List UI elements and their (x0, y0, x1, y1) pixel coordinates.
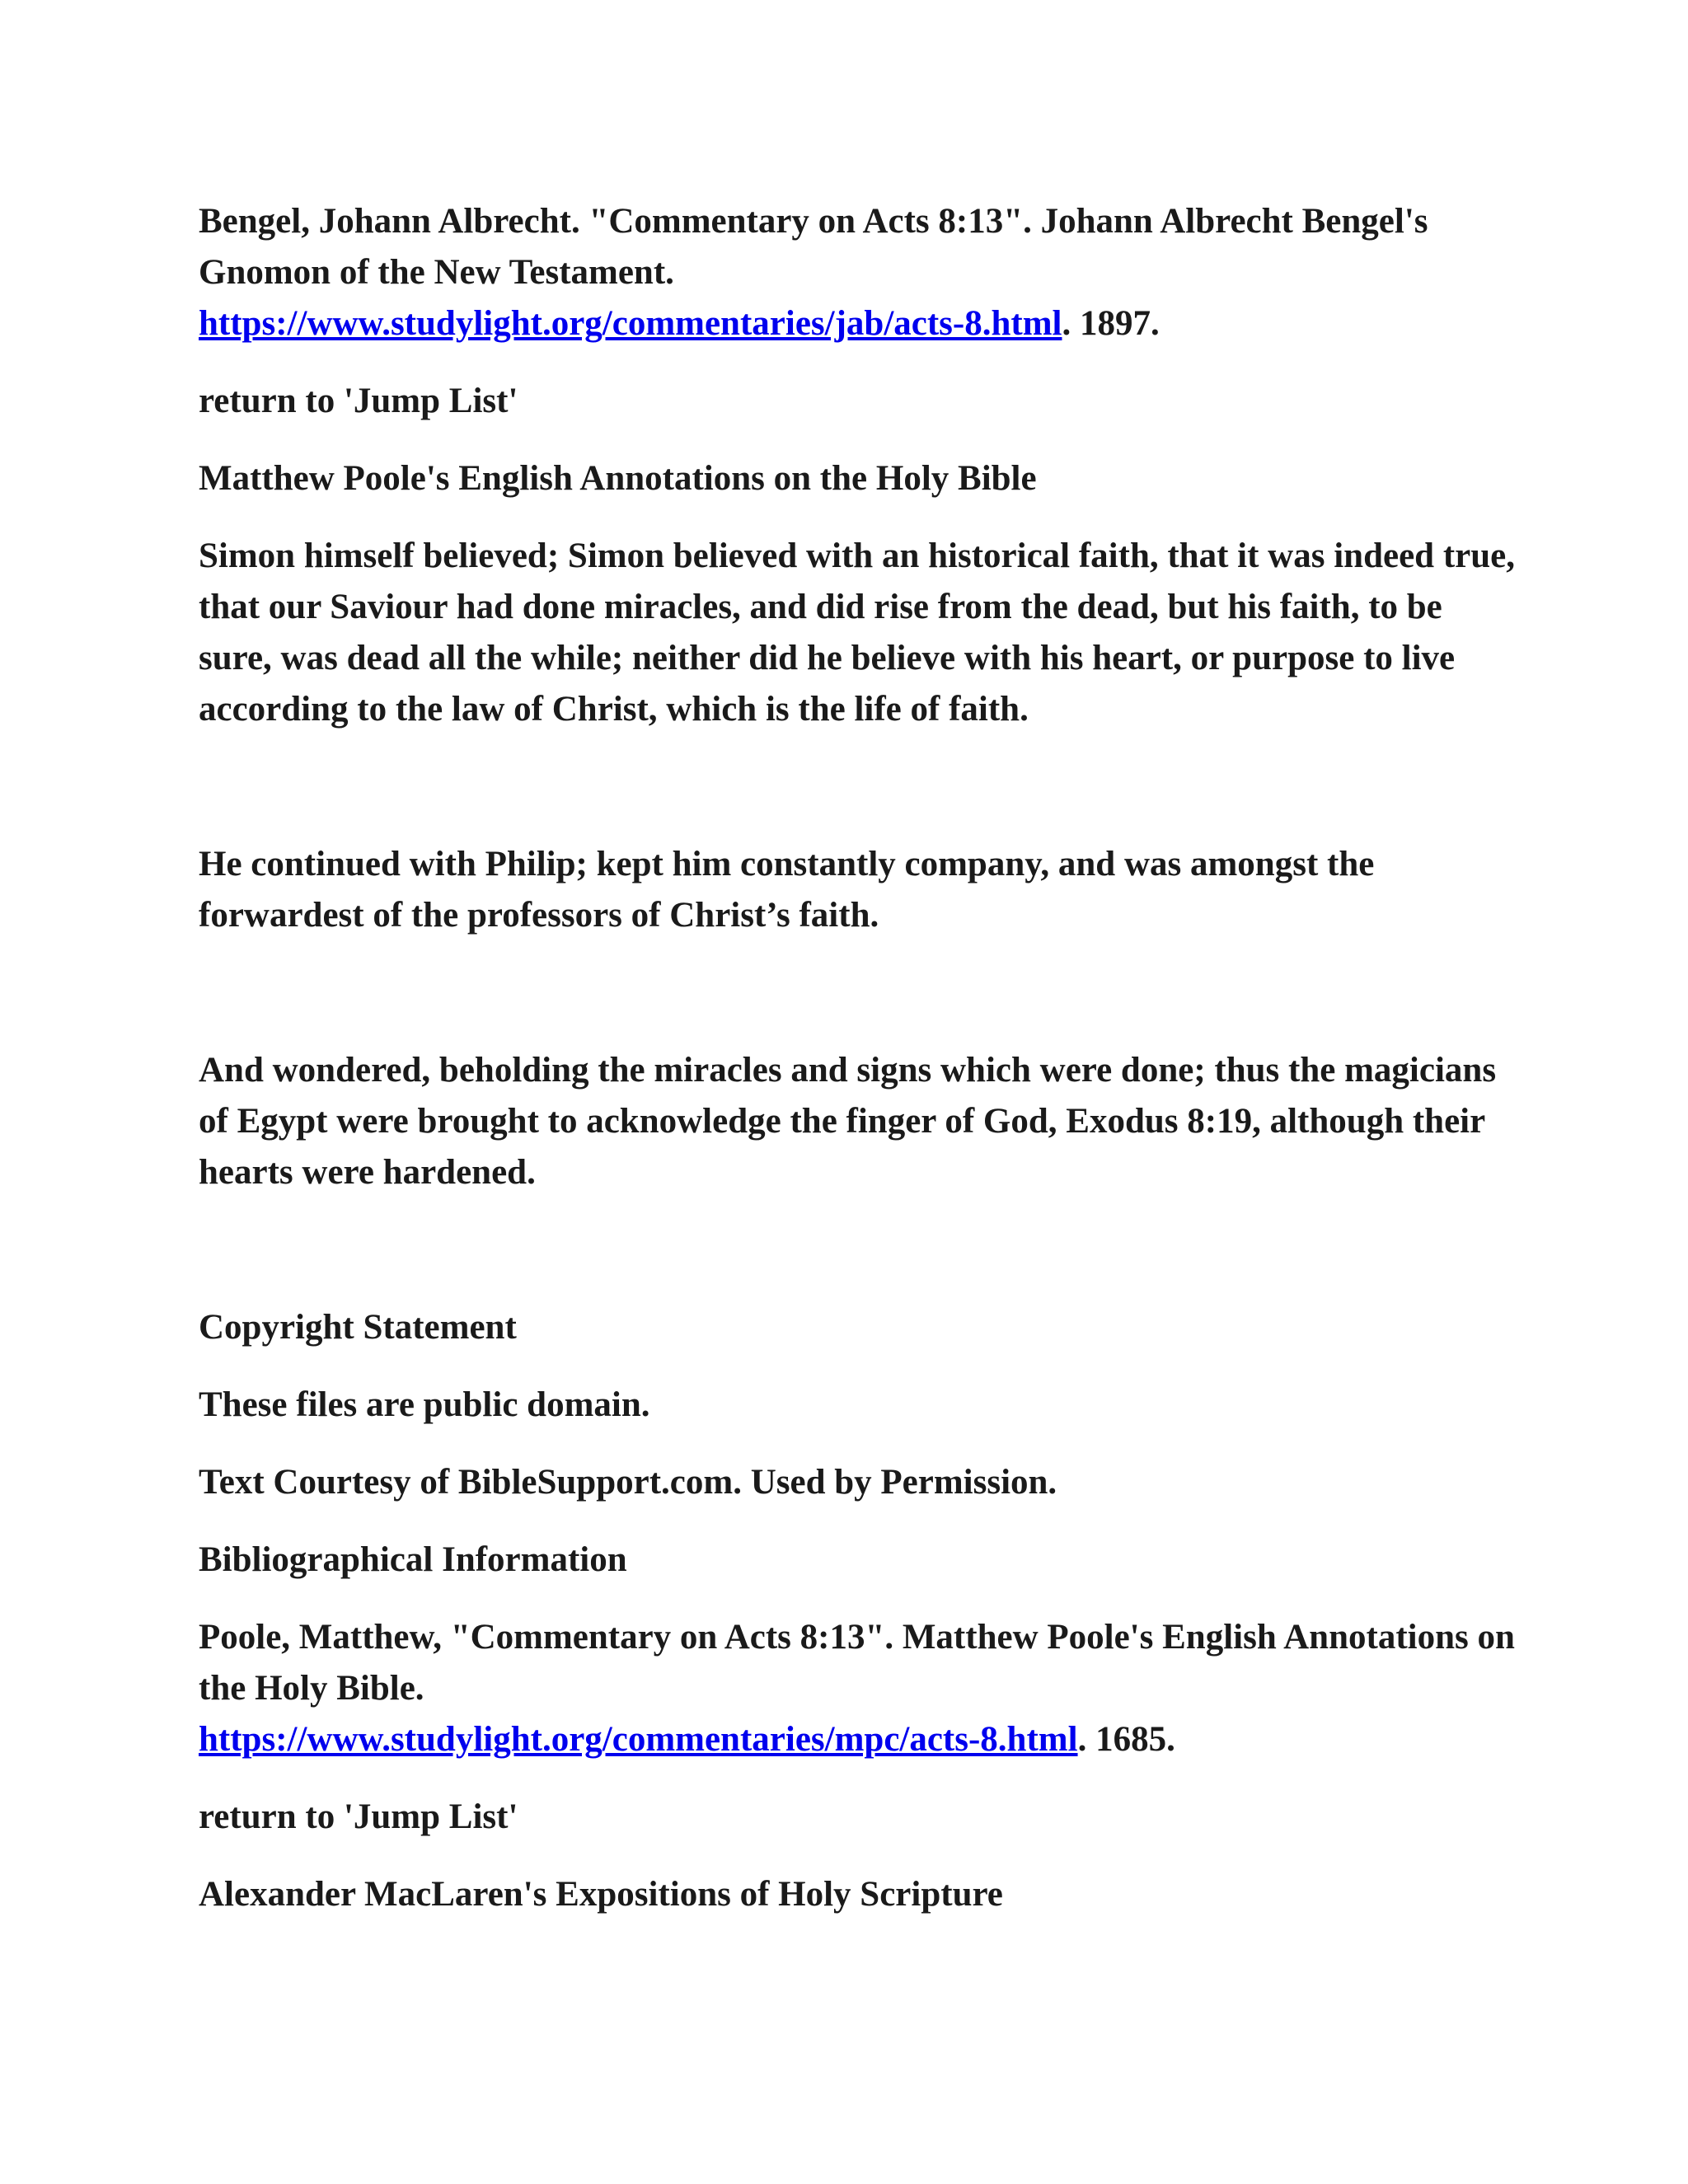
bengel-url-link[interactable]: https://www.studylight.org/commentaries/jab/acts-8.html (199, 304, 1062, 343)
return-jump-list-link-2[interactable]: return to 'Jump List' (199, 1797, 518, 1836)
poole-paragraph-2: He continued with Philip; kept him constantly company, and was amongst the forwardest of the professors of Christ’s faith. (199, 845, 1375, 935)
poole-year: . 1685. (1077, 1720, 1175, 1759)
poole-citation (199, 1612, 1517, 1765)
poole-paragraph-3: And wondered, beholding the miracles and signs which were done; thus the magicians of Egypt were brought to acknowledge the finger of God, Exodus 8:19, although their hearts were hardened. (199, 1051, 1497, 1192)
bengel-year: . 1897. (1062, 304, 1160, 343)
poole-heading: Matthew Poole's English Annotations on the Holy Bible (199, 459, 1037, 498)
maclaren-heading: Alexander MacLaren's Expositions of Holy Scripture (199, 1875, 1003, 1914)
bengel-citation-text: Bengel, Johann Albrecht. "Commentary on Acts 8:13". Johann Albrecht Bengel's Gnomon of the New Testament. (199, 202, 1428, 292)
poole-citation-text: Poole, Matthew, "Commentary on Acts 8:13". Matthew Poole's English Annotations on the Holy Bible. (199, 1618, 1515, 1708)
poole-paragraph-1: Simon himself believed; Simon believed with an historical faith, that it was indeed true, that our Saviour had done miracles, and did rise from the dead, but his faith, to be sure, was dead all the while; neither did he believe with his heart, or purpose to live according to the law of Christ, which is the life of faith. (199, 537, 1515, 729)
copyright-heading: Copyright Statement (199, 1308, 517, 1347)
copyright-text: These files are public domain. (199, 1385, 650, 1424)
bengel-citation (199, 196, 1517, 349)
poole-url-link[interactable]: https://www.studylight.org/commentaries/mpc/acts-8.html (199, 1720, 1078, 1759)
courtesy-text: Text Courtesy of BibleSupport.com. Used by Permission. (199, 1463, 1057, 1502)
bibliographical-heading: Bibliographical Information (199, 1540, 627, 1579)
return-jump-list-link-1[interactable]: return to 'Jump List' (199, 382, 518, 420)
document-page (199, 196, 1517, 1920)
